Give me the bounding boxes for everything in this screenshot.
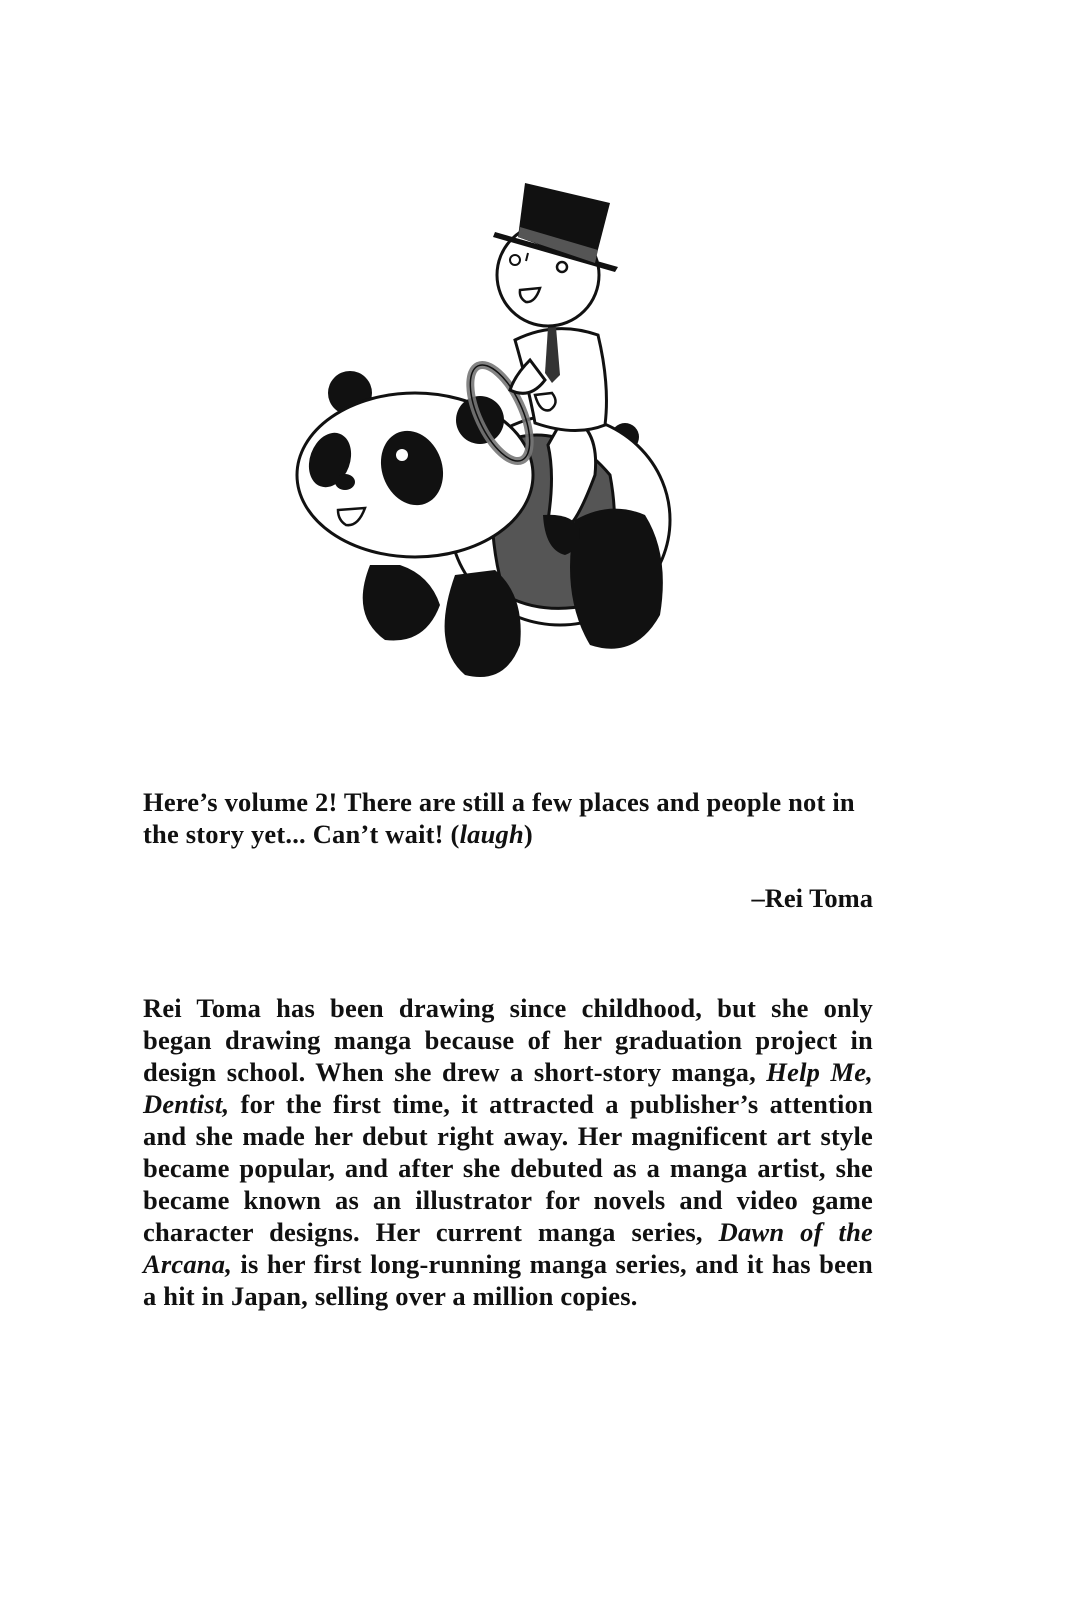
author-bio xyxy=(143,992,873,1312)
author-note-text: Here’s volume 2! There are still a few places and people not in the story yet... Can’t wait! (laugh) xyxy=(143,787,855,849)
title-help-me-dentist: Help Me, Dentist, xyxy=(143,1057,873,1119)
author-illustration-panda-rider xyxy=(290,175,690,695)
panda-leg-front-left xyxy=(363,565,440,641)
title-dawn-of-the-arcana: Dawn of the Arcana, xyxy=(143,1217,873,1279)
author-bio-text: Rei Toma has been drawing since childhood, but she only began drawing manga because of her graduation project in design school. When she drew a short-story manga, Help Me, Dentist, for the first time, it attracted a publisher’s attention and she made her debut right away. Her magnificent art style became popular, and after she debuted as a manga artist, she became known as an illustrator for novels and video game character designs. Her current manga series, Dawn of the Arcana, is her first long-running manga series, and it has been a hit in Japan, selling over a million copies. xyxy=(143,993,873,1311)
panda-leg-back xyxy=(570,509,663,649)
author-note xyxy=(143,786,873,850)
author-signature: –Rei Toma xyxy=(751,883,873,913)
laugh-text: laugh xyxy=(459,819,524,849)
